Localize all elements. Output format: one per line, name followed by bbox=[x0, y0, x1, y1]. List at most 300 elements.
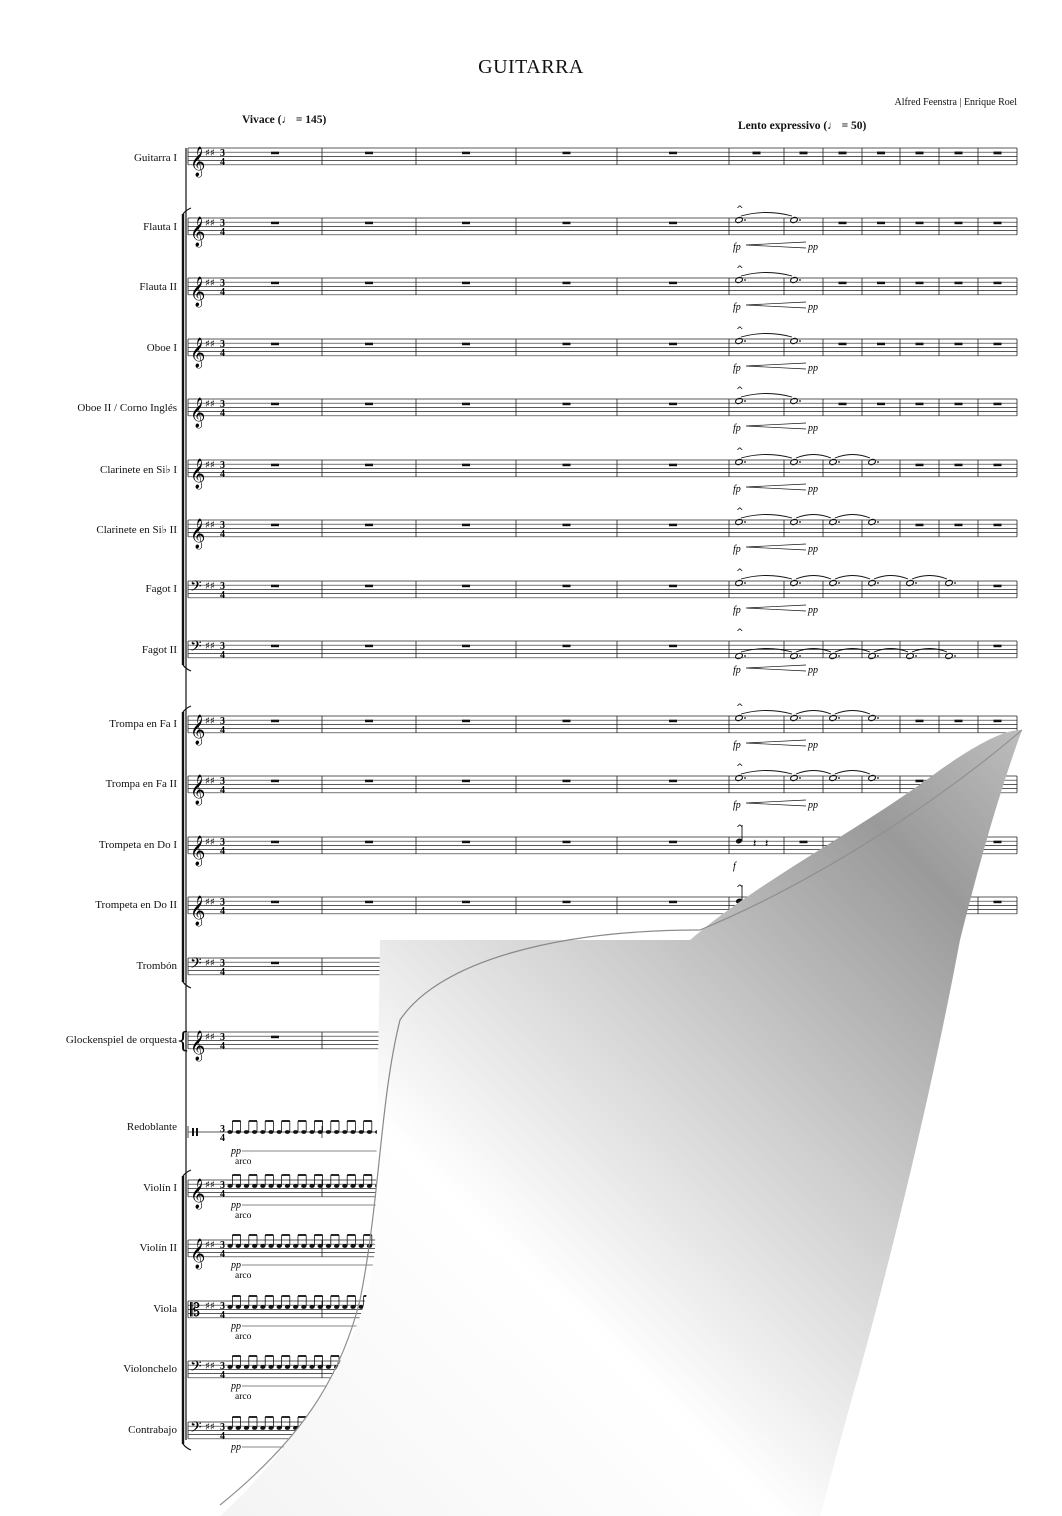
tie bbox=[835, 515, 870, 519]
eighth-note bbox=[244, 1365, 249, 1369]
eighth-note bbox=[285, 1426, 290, 1430]
technique-arco: arco bbox=[235, 1157, 252, 1167]
clef-glyph: 𝄞 bbox=[190, 398, 206, 428]
time-sig-bottom: 4 bbox=[220, 785, 225, 796]
whole-rest bbox=[669, 645, 677, 648]
eighth-note bbox=[252, 1305, 257, 1309]
whole-rest bbox=[877, 343, 885, 346]
whole-rest bbox=[271, 585, 279, 588]
clef-glyph: 𝄢 bbox=[190, 638, 202, 659]
eighth-note bbox=[244, 1426, 249, 1430]
eighth-note bbox=[268, 1244, 273, 1248]
whole-rest bbox=[271, 464, 279, 467]
eighth-note bbox=[293, 1365, 298, 1369]
time-sig-bottom: 4 bbox=[220, 1431, 225, 1442]
augmentation-dot bbox=[877, 521, 879, 523]
time-sig-bottom: 4 bbox=[220, 287, 225, 298]
eighth-note bbox=[285, 1244, 290, 1248]
dynamic-mark: pp bbox=[231, 1442, 241, 1453]
hairpin-decrescendo bbox=[746, 423, 806, 429]
whole-rest bbox=[365, 585, 373, 588]
time-sig-bottom: 4 bbox=[220, 906, 225, 917]
dynamic-mark: pp bbox=[231, 1321, 241, 1332]
staff-18 bbox=[188, 1235, 380, 1281]
dynamic-mark: pp bbox=[808, 302, 818, 313]
eighth-note bbox=[326, 1365, 331, 1369]
eighth-note bbox=[277, 1365, 282, 1369]
hairpin-decrescendo bbox=[746, 302, 806, 308]
whole-rest bbox=[563, 152, 571, 155]
key-signature: ♯♯ bbox=[205, 958, 215, 969]
eighth-note bbox=[244, 1130, 249, 1134]
augmentation-dot bbox=[838, 655, 840, 657]
augmentation-dot bbox=[838, 717, 840, 719]
eighth-note bbox=[301, 1130, 306, 1134]
label-contrabajo: Contrabajo bbox=[128, 1424, 177, 1436]
dynamic-mark: fp bbox=[733, 423, 741, 434]
label-oboe-2: Oboe II / Corno Inglés bbox=[77, 402, 177, 414]
time-sig-bottom: 4 bbox=[220, 408, 225, 419]
whole-rest bbox=[563, 780, 571, 783]
clef-glyph: 𝄞 bbox=[190, 217, 206, 247]
staff-6 bbox=[188, 447, 1017, 495]
staff-8 bbox=[188, 568, 1017, 616]
whole-rest bbox=[994, 585, 1002, 588]
whole-rest bbox=[365, 222, 373, 225]
time-sig-bottom: 4 bbox=[220, 967, 225, 978]
time-sig-top: 3 bbox=[220, 641, 225, 652]
technique-arco: arco bbox=[235, 1392, 252, 1402]
label-redoblante: Redoblante bbox=[126, 1121, 177, 1133]
whole-rest bbox=[462, 720, 470, 723]
whole-rest bbox=[365, 343, 373, 346]
eighth-note bbox=[326, 1130, 331, 1134]
tie bbox=[912, 649, 947, 653]
tie bbox=[796, 576, 831, 580]
hairpin-decrescendo bbox=[746, 544, 806, 550]
time-sig-bottom: 4 bbox=[220, 227, 225, 238]
time-sig-top: 3 bbox=[220, 1240, 225, 1251]
eighth-note bbox=[268, 1184, 273, 1188]
augmentation-dot bbox=[799, 461, 801, 463]
eighth-note bbox=[252, 1130, 257, 1134]
whole-rest bbox=[669, 720, 677, 723]
eighth-note bbox=[260, 1244, 265, 1248]
time-sig-top: 3 bbox=[220, 1180, 225, 1191]
eighth-note bbox=[244, 1305, 249, 1309]
eighth-note bbox=[301, 1365, 306, 1369]
dynamic-mark: pp bbox=[808, 242, 818, 253]
dynamic-mark: pp bbox=[231, 1146, 241, 1157]
whole-rest bbox=[365, 403, 373, 406]
whole-rest bbox=[669, 464, 677, 467]
hairpin-decrescendo bbox=[746, 363, 806, 369]
bracket-hook bbox=[183, 1170, 191, 1176]
time-sig-top: 3 bbox=[220, 776, 225, 787]
whole-rest bbox=[994, 222, 1002, 225]
whole-rest bbox=[271, 343, 279, 346]
clef-glyph: 𝄞 bbox=[190, 1239, 206, 1269]
hairpin-decrescendo bbox=[746, 800, 806, 806]
eighth-note bbox=[326, 1305, 331, 1309]
staff-7 bbox=[188, 507, 1017, 555]
whole-rest bbox=[271, 720, 279, 723]
clef-glyph: 𝄞 bbox=[190, 1179, 206, 1209]
time-sig-top: 3 bbox=[220, 399, 225, 410]
staff-2 bbox=[188, 205, 1017, 253]
augmentation-dot bbox=[799, 340, 801, 342]
tie bbox=[796, 455, 831, 459]
whole-rest bbox=[271, 841, 279, 844]
whole-rest bbox=[365, 901, 373, 904]
staff-10 bbox=[188, 703, 1017, 751]
dynamic-mark: fp bbox=[733, 605, 741, 616]
whole-rest bbox=[955, 720, 963, 723]
whole-rest bbox=[462, 464, 470, 467]
dynamic-mark: fp bbox=[733, 665, 741, 676]
accent-marcato: ^ bbox=[736, 703, 744, 713]
staff-1 bbox=[188, 146, 1017, 178]
eighth-note bbox=[285, 1365, 290, 1369]
whole-rest bbox=[271, 780, 279, 783]
whole-rest bbox=[365, 282, 373, 285]
bracket-hook bbox=[183, 208, 191, 214]
whole-rest bbox=[462, 524, 470, 527]
augmentation-dot bbox=[799, 655, 801, 657]
augmentation-dot bbox=[877, 655, 879, 657]
whole-rest bbox=[916, 780, 924, 783]
tie bbox=[912, 576, 947, 580]
tie bbox=[741, 771, 792, 775]
eighth-note bbox=[277, 1130, 282, 1134]
augmentation-dot bbox=[915, 582, 917, 584]
staff-14 bbox=[188, 955, 380, 978]
time-sig-bottom: 4 bbox=[220, 1189, 225, 1200]
augmentation-dot bbox=[744, 717, 746, 719]
clef-glyph: 𝄞 bbox=[190, 277, 206, 307]
eighth-note bbox=[309, 1305, 314, 1309]
eighth-note bbox=[342, 1244, 347, 1248]
time-sig-top: 3 bbox=[220, 958, 225, 969]
whole-rest bbox=[839, 343, 847, 346]
glockenspiel-brace: { bbox=[176, 1029, 190, 1054]
bracket-hook bbox=[183, 665, 191, 671]
augmentation-dot bbox=[838, 777, 840, 779]
composer-credit: Alfred Feenstra | Enrique Roel bbox=[894, 97, 1017, 108]
eighth-note bbox=[227, 1426, 232, 1430]
whole-rest bbox=[563, 720, 571, 723]
clef-glyph: 𝄞 bbox=[190, 1031, 206, 1061]
whole-rest bbox=[916, 403, 924, 406]
whole-rest bbox=[563, 524, 571, 527]
tie bbox=[741, 273, 792, 277]
bracket-hook bbox=[183, 1444, 191, 1450]
eighth-note bbox=[293, 1184, 298, 1188]
accent-marcato: ^ bbox=[736, 205, 744, 215]
whole-rest bbox=[563, 585, 571, 588]
staff-19 bbox=[188, 1296, 380, 1342]
dynamic-mark: pp bbox=[231, 1381, 241, 1392]
whole-rest bbox=[955, 222, 963, 225]
whole-rest bbox=[462, 282, 470, 285]
whole-rest bbox=[563, 282, 571, 285]
label-fagot-1: Fagot I bbox=[145, 583, 177, 595]
label-guitarra-1: Guitarra I bbox=[133, 152, 177, 164]
eighth-note bbox=[334, 1305, 339, 1309]
accent-marcato: ^ bbox=[736, 326, 744, 336]
eighth-note bbox=[334, 1130, 339, 1134]
tie bbox=[835, 711, 870, 715]
augmentation-dot bbox=[799, 521, 801, 523]
whole-rest bbox=[839, 282, 847, 285]
eighth-note bbox=[334, 1244, 339, 1248]
quarter-rest: 𝄽 bbox=[753, 837, 757, 850]
label-trompeta-1: Trompeta en Do I bbox=[98, 839, 177, 851]
eighth-note bbox=[260, 1184, 265, 1188]
whole-rest bbox=[994, 841, 1002, 844]
technique-arco: arco bbox=[235, 1211, 252, 1221]
whole-rest bbox=[271, 645, 279, 648]
key-signature: ♯♯ bbox=[205, 837, 215, 848]
eighth-note bbox=[236, 1305, 241, 1309]
dynamic-mark: fp bbox=[733, 363, 741, 374]
eighth-note bbox=[236, 1426, 241, 1430]
eighth-note bbox=[268, 1426, 273, 1430]
eighth-note bbox=[227, 1305, 232, 1309]
augmentation-dot bbox=[744, 777, 746, 779]
eighth-note bbox=[309, 1244, 314, 1248]
eighth-note bbox=[236, 1244, 241, 1248]
time-sig-bottom: 4 bbox=[220, 846, 225, 857]
whole-rest bbox=[271, 222, 279, 225]
key-signature: ♯♯ bbox=[205, 581, 215, 592]
staff-9 bbox=[188, 628, 1017, 676]
time-sig-bottom: 4 bbox=[220, 650, 225, 661]
whole-rest bbox=[916, 222, 924, 225]
whole-rest bbox=[994, 524, 1002, 527]
whole-rest bbox=[462, 645, 470, 648]
eighth-note bbox=[260, 1365, 265, 1369]
whole-rest bbox=[365, 645, 373, 648]
eighth-note bbox=[350, 1305, 355, 1309]
dynamic-mark: fp bbox=[733, 302, 741, 313]
augmentation-dot bbox=[744, 400, 746, 402]
eighth-note bbox=[318, 1184, 323, 1188]
eighth-note bbox=[359, 1184, 364, 1188]
tie bbox=[874, 576, 908, 580]
eighth-note bbox=[227, 1365, 232, 1369]
staff-16 bbox=[188, 1121, 380, 1167]
whole-rest bbox=[994, 901, 1002, 904]
score-title: GUITARRA bbox=[478, 56, 584, 78]
tie bbox=[741, 394, 792, 398]
clef-glyph: 𝄞 bbox=[190, 459, 206, 489]
augmentation-dot bbox=[744, 340, 746, 342]
eighth-note bbox=[359, 1130, 364, 1134]
whole-rest bbox=[955, 343, 963, 346]
time-sig-bottom: 4 bbox=[220, 1249, 225, 1260]
label-clarinete-2: Clarinete en Si♭ II bbox=[96, 524, 177, 536]
eighth-note bbox=[268, 1365, 273, 1369]
clef-glyph: 𝄢 bbox=[190, 1358, 202, 1379]
tie bbox=[741, 213, 792, 217]
eighth-note bbox=[342, 1184, 347, 1188]
augmentation-dot bbox=[744, 655, 746, 657]
eighth-note bbox=[285, 1184, 290, 1188]
whole-rest bbox=[669, 343, 677, 346]
eighth-note bbox=[318, 1365, 323, 1369]
accent-marcato: ^ bbox=[736, 884, 744, 894]
eighth-note bbox=[252, 1244, 257, 1248]
eighth-note bbox=[350, 1130, 355, 1134]
staff-5 bbox=[188, 386, 1017, 434]
whole-rest bbox=[462, 841, 470, 844]
whole-rest bbox=[271, 282, 279, 285]
whole-rest bbox=[877, 152, 885, 155]
accent-marcato: ^ bbox=[736, 763, 744, 773]
augmentation-dot bbox=[954, 655, 956, 657]
eighth-note bbox=[342, 1130, 347, 1134]
whole-rest bbox=[462, 222, 470, 225]
whole-rest bbox=[669, 901, 677, 904]
time-sig-top: 3 bbox=[220, 339, 225, 350]
eighth-note bbox=[277, 1244, 282, 1248]
dynamic-mark: pp bbox=[231, 1260, 241, 1271]
eighth-note bbox=[277, 1305, 282, 1309]
augmentation-dot bbox=[838, 582, 840, 584]
augmentation-dot bbox=[799, 400, 801, 402]
accent-marcato: ^ bbox=[736, 386, 744, 396]
time-sig-top: 3 bbox=[220, 1361, 225, 1372]
eighth-note bbox=[309, 1184, 314, 1188]
whole-rest bbox=[462, 585, 470, 588]
eighth-note bbox=[318, 1130, 323, 1134]
hairpin-decrescendo bbox=[746, 242, 806, 248]
eighth-note bbox=[301, 1244, 306, 1248]
staff-4 bbox=[188, 326, 1017, 374]
whole-rest bbox=[669, 585, 677, 588]
accent-marcato: ^ bbox=[736, 447, 744, 457]
whole-rest bbox=[365, 524, 373, 527]
whole-rest bbox=[271, 152, 279, 155]
label-flauta-1: Flauta I bbox=[143, 221, 177, 233]
dynamic-mark: pp bbox=[808, 740, 818, 751]
eighth-note bbox=[301, 1305, 306, 1309]
whole-rest bbox=[365, 152, 373, 155]
time-sig-bottom: 4 bbox=[220, 348, 225, 359]
whole-rest bbox=[462, 343, 470, 346]
whole-rest bbox=[669, 403, 677, 406]
eighth-note bbox=[367, 1184, 372, 1188]
whole-rest bbox=[563, 222, 571, 225]
time-sig-top: 3 bbox=[220, 460, 225, 471]
label-oboe-1: Oboe I bbox=[146, 342, 177, 354]
eighth-note bbox=[350, 1184, 355, 1188]
page-curl-overlay bbox=[220, 730, 1062, 1516]
key-signature: ♯♯ bbox=[205, 218, 215, 229]
time-sig-top: 3 bbox=[220, 1124, 225, 1135]
augmentation-dot bbox=[954, 582, 956, 584]
dynamic-mark: fp bbox=[733, 484, 741, 495]
whole-rest bbox=[669, 780, 677, 783]
clef-glyph: 𝄞 bbox=[190, 775, 206, 805]
time-sig-top: 3 bbox=[220, 520, 225, 531]
eighth-note bbox=[359, 1244, 364, 1248]
augmentation-dot bbox=[744, 279, 746, 281]
whole-rest bbox=[563, 403, 571, 406]
accent-marcato: ^ bbox=[736, 568, 744, 578]
whole-rest bbox=[365, 841, 373, 844]
eighth-note bbox=[277, 1184, 282, 1188]
dynamic-mark: fp bbox=[733, 242, 741, 253]
hairpin-decrescendo bbox=[746, 665, 806, 671]
tie bbox=[796, 649, 831, 653]
time-sig-top: 3 bbox=[220, 1422, 225, 1433]
clef-glyph: 𝄞 bbox=[190, 715, 206, 745]
key-signature: ♯♯ bbox=[205, 460, 215, 471]
label-clarinete-1: Clarinete en Si♭ I bbox=[100, 464, 177, 476]
augmentation-dot bbox=[744, 521, 746, 523]
whole-rest bbox=[955, 464, 963, 467]
whole-rest bbox=[271, 1036, 279, 1039]
eighth-note bbox=[268, 1305, 273, 1309]
eighth-note bbox=[326, 1244, 331, 1248]
dynamic-mark: pp bbox=[808, 605, 818, 616]
whole-rest bbox=[365, 720, 373, 723]
whole-rest bbox=[955, 282, 963, 285]
dynamic-mark: pp bbox=[808, 484, 818, 495]
key-signature: ♯♯ bbox=[205, 1422, 215, 1433]
eighth-note bbox=[260, 1305, 265, 1309]
whole-rest bbox=[271, 403, 279, 406]
dynamic-mark: pp bbox=[808, 800, 818, 811]
dynamic-mark: fp bbox=[733, 544, 741, 555]
time-sig-top: 3 bbox=[220, 148, 225, 159]
key-signature: ♯♯ bbox=[205, 339, 215, 350]
tie bbox=[741, 711, 792, 715]
key-signature: ♯♯ bbox=[205, 776, 215, 787]
staff-17 bbox=[188, 1175, 380, 1221]
hairpin-decrescendo bbox=[746, 605, 806, 611]
augmentation-dot bbox=[799, 717, 801, 719]
percussion-clef bbox=[192, 1128, 194, 1136]
eighth-note bbox=[252, 1365, 257, 1369]
tie bbox=[835, 771, 870, 775]
key-signature: ♯♯ bbox=[205, 716, 215, 727]
whole-rest bbox=[994, 403, 1002, 406]
augmentation-dot bbox=[799, 219, 801, 221]
staff-3 bbox=[188, 265, 1017, 313]
augmentation-dot bbox=[877, 461, 879, 463]
label-glockenspiel: Glockenspiel de orquesta bbox=[65, 1034, 177, 1046]
staff-15 bbox=[188, 1030, 380, 1062]
whole-rest bbox=[916, 720, 924, 723]
eighth-note bbox=[268, 1130, 273, 1134]
key-signature: ♯♯ bbox=[205, 1180, 215, 1191]
whole-rest bbox=[669, 524, 677, 527]
percussion-clef bbox=[196, 1128, 198, 1136]
whole-rest bbox=[916, 464, 924, 467]
tie bbox=[741, 455, 792, 459]
augmentation-dot bbox=[799, 582, 801, 584]
time-sig-bottom: 4 bbox=[220, 725, 225, 736]
tie bbox=[796, 711, 831, 715]
time-sig-top: 3 bbox=[220, 581, 225, 592]
clef-glyph: 𝄢 bbox=[190, 578, 202, 599]
dynamic-mark: fp bbox=[733, 740, 741, 751]
eighth-note bbox=[318, 1305, 323, 1309]
whole-rest bbox=[563, 901, 571, 904]
